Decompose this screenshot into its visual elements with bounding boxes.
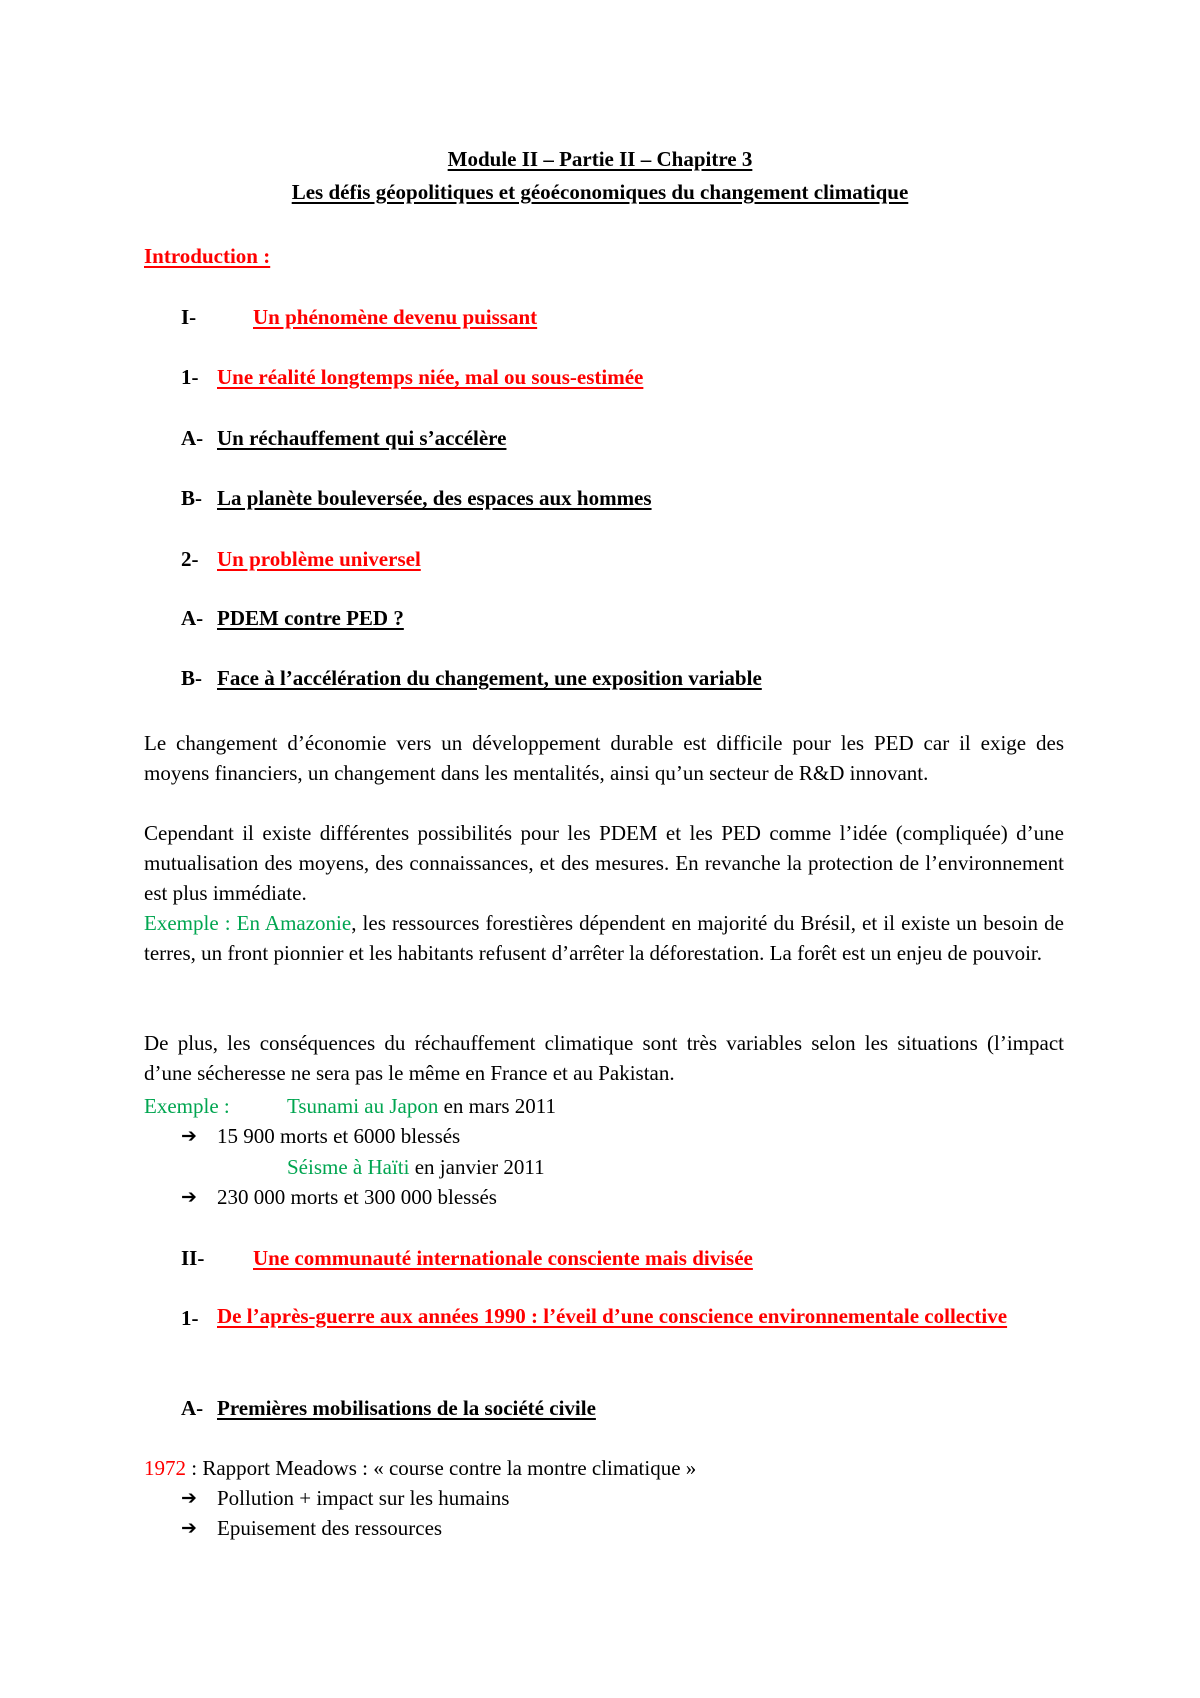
body-paragraph <box>144 908 1064 968</box>
example-label: Exemple : En Amazonie <box>144 911 352 935</box>
point-heading: PDEM contre PED ? <box>217 606 404 630</box>
bullet-text: Pollution + impact sur les humains <box>217 1486 510 1510</box>
point-heading: Face à l’accélération du changement, une exposition variable <box>217 666 762 690</box>
example-date: en mars 2011 <box>438 1094 556 1118</box>
introduction-heading: Introduction : <box>144 244 271 268</box>
section-heading: Une communauté internationale consciente mais divisée <box>253 1246 753 1270</box>
example-place: Séisme à Haïti <box>287 1155 410 1179</box>
example-line <box>287 1096 556 1117</box>
point-letter: B- <box>181 486 202 510</box>
point-letter: A- <box>181 426 204 450</box>
subsection-number: 1- <box>181 365 199 389</box>
arrow-icon: ➔ <box>181 1487 197 1509</box>
timeline-year: 1972 <box>144 1456 186 1480</box>
timeline-text: : Rapport Meadows : « course contre la montre climatique » <box>186 1456 697 1480</box>
subsection-number: 1- <box>181 1306 199 1330</box>
example-text: , les ressources forestières dépendent en majorité du Brésil, et il existe un besoin de terres, un front pionnier et les habitants refusent d’arrêter la déforestation. La forêt est un enjeu de pouvoir. <box>144 911 1064 965</box>
point-heading: La planète bouleversée, des espaces aux hommes <box>217 486 652 510</box>
point-letter: A- <box>181 606 204 630</box>
bullet-text: Epuisement des ressources <box>217 1516 443 1540</box>
section-heading: Un phénomène devenu puissant <box>253 305 538 329</box>
subsection-heading: Une réalité longtemps niée, mal ou sous-estimée <box>217 365 644 389</box>
timeline-line <box>144 1458 696 1479</box>
arrow-icon: ➔ <box>181 1125 197 1147</box>
subsection-heading: De l’après-guerre aux années 1990 : l’éveil d’une conscience environnementale collective <box>217 1304 1008 1328</box>
section-number: II- <box>181 1246 205 1270</box>
subsection-number: 2- <box>181 547 199 571</box>
example-place: Tsunami au Japon <box>287 1094 439 1118</box>
example-line <box>287 1157 545 1178</box>
point-letter: B- <box>181 666 202 690</box>
body-paragraph: Le changement d’économie vers un développement durable est difficile pour les PED car il exige des moyens financiers, un changement dans les mentalités, ainsi qu’un secteur de R&D innovant. <box>144 731 1064 785</box>
point-heading: Premières mobilisations de la société civile <box>217 1396 596 1420</box>
arrow-icon: ➔ <box>181 1517 197 1539</box>
body-paragraph: De plus, les conséquences du réchauffement climatique sont très variables selon les situations (l’impact d’une sécheresse ne sera pas le même en France et au Pakistan. <box>144 1031 1064 1085</box>
title-line-2: Les défis géopolitiques et géoéconomiques du changement climatique <box>291 180 909 204</box>
title-line-1: Module II – Partie II – Chapitre 3 <box>447 147 753 171</box>
example-label: Exemple : <box>144 1094 230 1118</box>
example-date: en janvier 2011 <box>409 1155 545 1179</box>
example-result: 15 900 morts et 6000 blessés <box>217 1124 461 1148</box>
section-number: I- <box>181 305 197 329</box>
arrow-icon: ➔ <box>181 1186 197 1208</box>
example-result: 230 000 morts et 300 000 blessés <box>217 1185 497 1209</box>
point-letter: A- <box>181 1396 204 1420</box>
body-paragraph: Cependant il existe différentes possibilités pour les PDEM et les PED comme l’idée (compliquée) d’une mutualisation des moyens, des connaissances, et des mesures. En revanche la protection de l’environnement est plus immédiate. <box>144 821 1064 905</box>
point-heading: Un réchauffement qui s’accélère <box>217 426 507 450</box>
subsection-heading: Un problème universel <box>217 547 421 571</box>
